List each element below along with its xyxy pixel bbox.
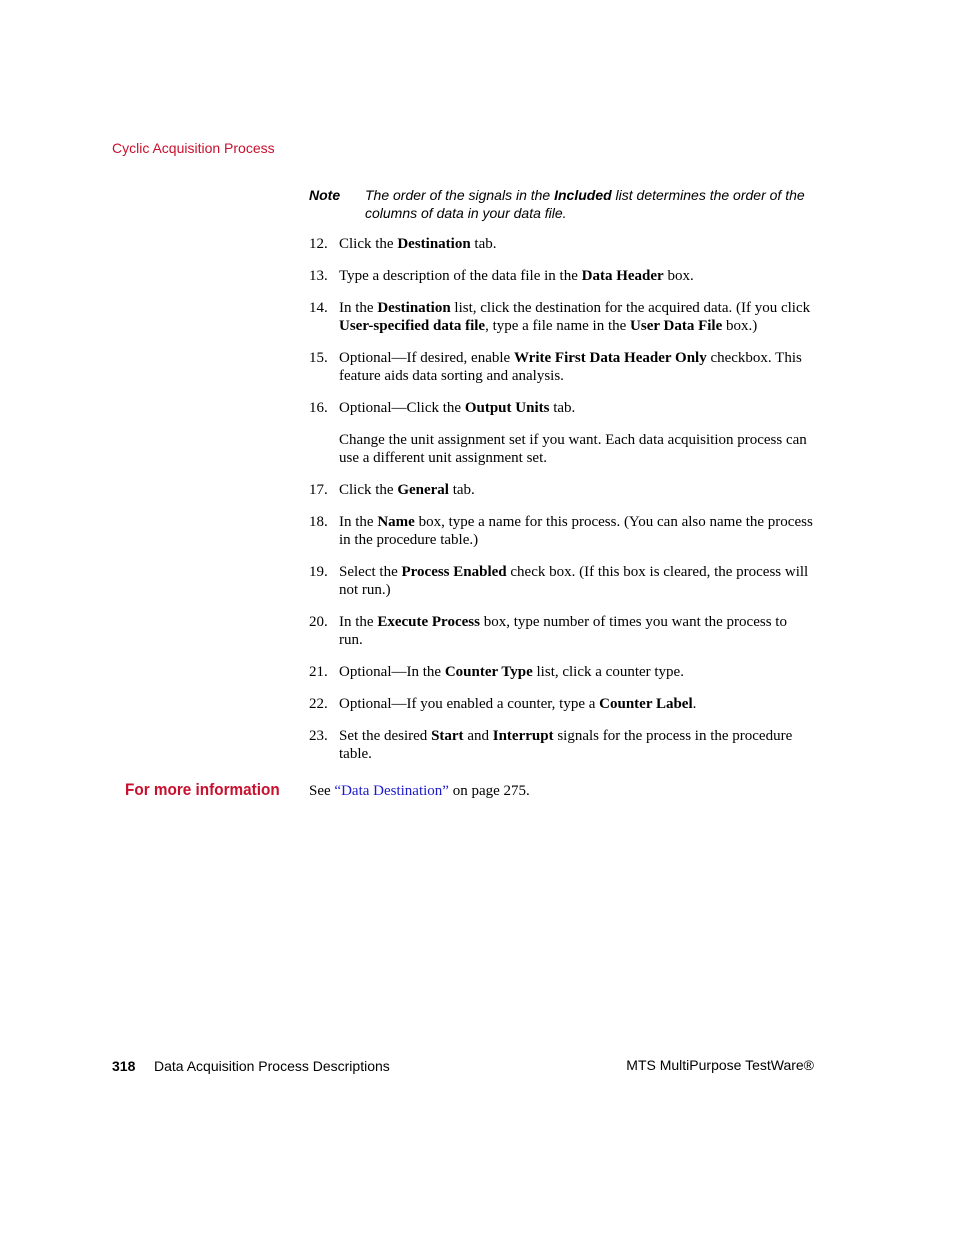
more-info-suffix: on page 275.: [448, 783, 530, 799]
step-number: 20.: [309, 614, 328, 630]
step-text-run: Set the desired: [339, 728, 432, 744]
step-item: [309, 481, 814, 499]
step-text: [339, 613, 814, 649]
step-text-run: Type a description of the data file in the: [339, 268, 582, 284]
step-ui-term: Destination: [397, 236, 471, 252]
more-info-prefix: See: [309, 783, 335, 799]
step-ui-term: Interrupt: [492, 728, 554, 744]
step-text-run: tab.: [470, 236, 497, 252]
step-text-run: Optional—If you enabled a counter, type a: [339, 696, 600, 712]
step-text: [339, 727, 814, 763]
note-bold-term: Included: [554, 187, 612, 203]
step-text-run: box, type a name for this process. (You can also name the process in the procedure table.): [339, 514, 813, 548]
note-text-before: The order of the signals in the: [365, 187, 555, 203]
step-text: [339, 695, 814, 713]
step-text-run: Optional—Click the: [339, 400, 465, 416]
step-ui-term: Destination: [377, 300, 451, 316]
step-ui-term: User-specified data file: [339, 318, 486, 334]
step-ui-term: Name: [377, 514, 415, 530]
step-text: [339, 563, 814, 599]
step-text: [339, 349, 814, 385]
step-ui-term: Execute Process: [377, 614, 480, 630]
step-text-run: In the: [339, 300, 378, 316]
step-item: [309, 695, 814, 713]
step-text-run: box.: [663, 268, 694, 284]
step-text-run: .: [692, 696, 697, 712]
step-number: 16.: [309, 400, 328, 416]
step-text: [339, 663, 814, 681]
step-text: [339, 299, 814, 335]
step-item: [309, 727, 814, 763]
for-more-information-heading: For more information: [125, 780, 280, 799]
step-item: [309, 299, 814, 335]
step-item: [309, 267, 814, 285]
step-text-run: and: [463, 728, 493, 744]
step-text-run: checkbox. This feature aids data sorting and analysis.: [339, 350, 802, 384]
step-item: [309, 563, 814, 599]
step-number: 21.: [309, 664, 328, 680]
step-text: [339, 267, 814, 285]
step-number: 17.: [309, 482, 328, 498]
step-text-run: In the: [339, 514, 378, 530]
procedure-steps: [309, 235, 814, 777]
data-destination-link[interactable]: “Data Destination”: [334, 783, 449, 799]
step-ui-term: Data Header: [581, 268, 664, 284]
step-number: 23.: [309, 728, 328, 744]
step-ui-term: Counter Label: [599, 696, 693, 712]
step-text-run: list, click the destination for the acquired data. (If you click: [450, 300, 811, 316]
step-number: 15.: [309, 350, 328, 366]
step-ui-term: General: [397, 482, 449, 498]
step-text-run: Optional—In the: [339, 664, 445, 680]
step-item: [309, 513, 814, 549]
step-ui-term: Write First Data Header Only: [513, 350, 707, 366]
step-text-run: In the: [339, 614, 378, 630]
step-number: 18.: [309, 514, 328, 530]
step-text-run: box.): [722, 318, 758, 334]
step-ui-term: Start: [431, 728, 464, 744]
step-item: [309, 613, 814, 649]
more-information-text: [309, 783, 530, 800]
step-ui-term: Process Enabled: [401, 564, 507, 580]
step-text: [339, 235, 814, 253]
step-item: [309, 349, 814, 385]
footer-chapter-title: Data Acquisition Process Descriptions: [154, 1058, 390, 1074]
step-text-run: Click the: [339, 482, 398, 498]
step-number: 14.: [309, 300, 328, 316]
note-text-after: list determines the order of the columns of data in your data file.: [365, 187, 805, 221]
step-ui-term: Counter Type: [444, 664, 533, 680]
step-text-run: tab.: [549, 400, 576, 416]
page-number: 318: [112, 1058, 136, 1074]
step-item: [309, 663, 814, 681]
step-text-run: tab.: [448, 482, 475, 498]
step-text-run: Optional—If desired, enable: [339, 350, 514, 366]
step-text-run: list, click a counter type.: [532, 664, 684, 680]
step-ui-term: User Data File: [630, 318, 723, 334]
step-text-run: signals for the process in the procedure table.: [339, 728, 793, 762]
step-text-run: Select the: [339, 564, 402, 580]
step-subparagraph: Change the unit assignment set if you want. Each data acquisition process can use a different unit assignment set.: [339, 432, 807, 466]
step-number: 19.: [309, 564, 328, 580]
footer-product-name: MTS MultiPurpose TestWare®: [626, 1057, 814, 1073]
step-ui-term: Output Units: [464, 400, 550, 416]
note-block: [309, 186, 819, 222]
running-head: Cyclic Acquisition Process: [112, 140, 275, 156]
step-text: [339, 399, 814, 417]
step-text-run: Click the: [339, 236, 398, 252]
step-text-run: , type a file name in the: [485, 318, 631, 334]
step-item: [309, 399, 814, 467]
step-text-run: check box. (If this box is cleared, the process will not run.): [339, 564, 809, 598]
step-text-run: box, type number of times you want the process to run.: [339, 614, 787, 648]
note-text: [365, 186, 819, 222]
step-text: [339, 481, 814, 499]
step-number: 12.: [309, 236, 328, 252]
step-text: [339, 513, 814, 549]
step-number: 22.: [309, 696, 328, 712]
step-item: [309, 235, 814, 253]
note-label: Note: [309, 187, 341, 203]
step-number: 13.: [309, 268, 328, 284]
